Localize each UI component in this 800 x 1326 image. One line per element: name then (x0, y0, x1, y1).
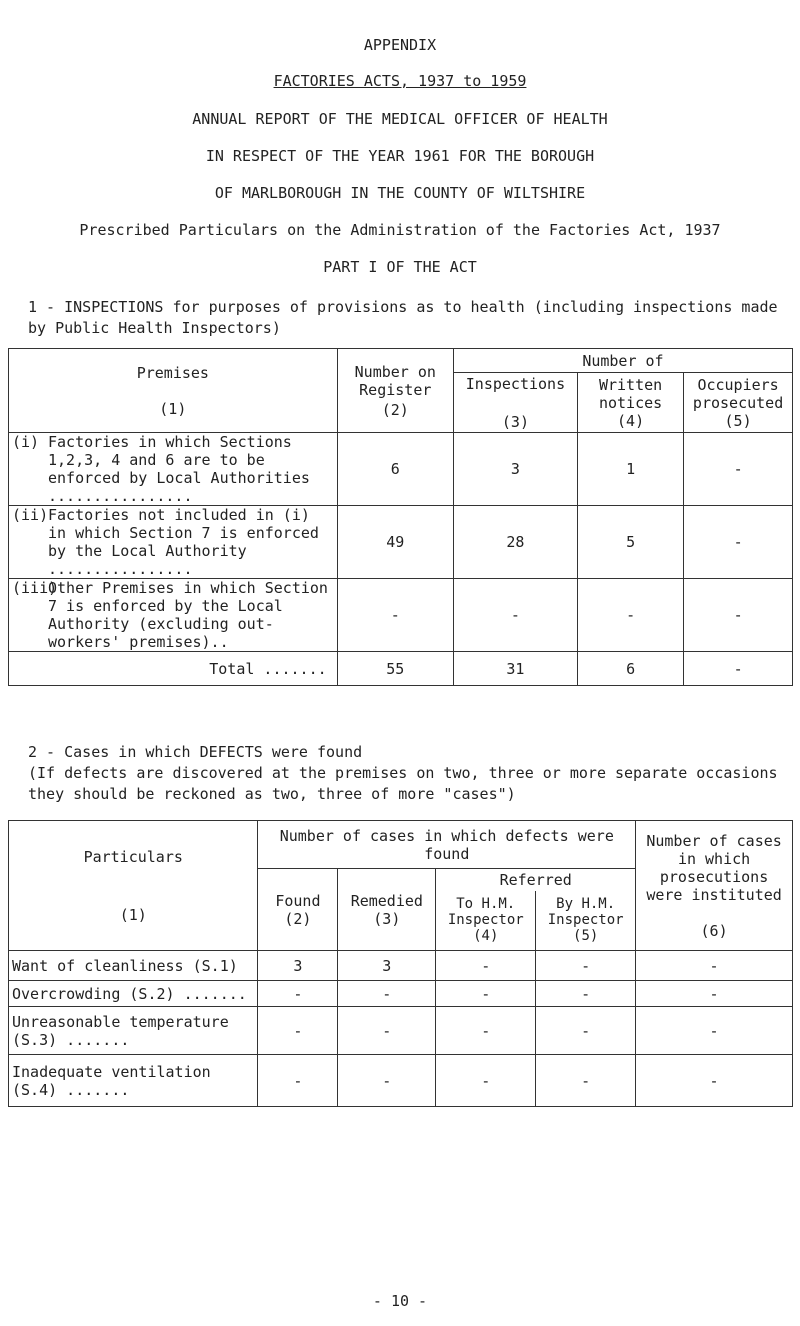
to-hmi-cell: - (436, 951, 536, 981)
remedied-cell: 3 (338, 951, 436, 981)
cases-found-header: Number of cases in which defects were found (258, 821, 636, 869)
prescribed-particulars: Prescribed Particulars on the Administration of the Factories Act, 1937 (79, 221, 721, 239)
notices-cell: 1 (577, 433, 683, 506)
table-row (9, 951, 793, 981)
to-hmi-cell: - (436, 1055, 536, 1107)
total-register: 55 (337, 652, 453, 686)
defects-table (8, 820, 793, 1107)
section2-heading: 2 - Cases in which DEFECTS were found (28, 743, 363, 761)
particulars-cell: Want of cleanliness (S.1) (9, 951, 258, 981)
found-cell: - (258, 981, 338, 1007)
table-row (9, 1007, 793, 1055)
prosecutions-header: Number of cases in which prosecutions were instituted (6) (636, 821, 793, 951)
found-cell: - (258, 1007, 338, 1055)
report-title-line1: ANNUAL REPORT OF THE MEDICAL OFFICER OF HEALTH (192, 110, 608, 128)
part-title: PART I OF THE ACT (323, 258, 477, 276)
premises-header: Premises (1) (9, 349, 338, 433)
particulars-cell: Inadequate ventilation (S.4) ....... (9, 1055, 258, 1107)
particulars-header: Particulars (1) (9, 821, 258, 951)
found-cell: 3 (258, 951, 338, 981)
register-cell: 6 (337, 433, 453, 506)
section1-heading: 1 - INSPECTIONS for purposes of provisions as to health (including inspections made by Public Health Inspectors) (28, 298, 778, 337)
appendix-title: APPENDIX (363, 36, 437, 54)
row-label: (ii)Factories not included in (i) in which Section 7 is enforced by the Local Authority ................ (9, 506, 338, 579)
particulars-cell: Unreasonable temperature (S.3) ....... (9, 1007, 258, 1055)
by-hmi-cell: - (536, 1055, 636, 1107)
prosecutions-cell: - (636, 1055, 793, 1107)
inspections-cell: 3 (453, 433, 577, 506)
inspections-cell: 28 (453, 506, 577, 579)
notices-cell: 5 (577, 506, 683, 579)
table-row (9, 506, 793, 579)
page-number: - 10 - (372, 1292, 428, 1310)
total-prosecuted: - (684, 652, 793, 686)
by-hmi-header: By H.M. Inspector (5) (536, 891, 636, 951)
prosecuted-cell: - (684, 506, 793, 579)
notices-cell: - (577, 579, 683, 652)
table-row (9, 981, 793, 1007)
prosecuted-header: Occupiers prosecuted (5) (684, 373, 793, 433)
prosecutions-cell: - (636, 951, 793, 981)
number-of-header: Number of (453, 349, 792, 373)
prosecutions-cell: - (636, 1007, 793, 1055)
notices-header: Written notices (4) (577, 373, 683, 433)
remedied-header: Remedied (3) (338, 869, 436, 951)
total-label: Total ....... (9, 652, 338, 686)
report-title-line2: IN RESPECT OF THE YEAR 1961 FOR THE BOROUGH (205, 147, 595, 165)
prosecuted-cell: - (684, 579, 793, 652)
to-hmi-cell: - (436, 1007, 536, 1055)
particulars-cell: Overcrowding (S.2) ....... (9, 981, 258, 1007)
by-hmi-cell: - (536, 981, 636, 1007)
remedied-cell: - (338, 1007, 436, 1055)
section2-note: (If defects are discovered at the premises on two, three or more separate occasions they should be reckoned as two, three of more "cases") (28, 764, 778, 803)
row-label: (iii)Other Premises in which Section 7 is enforced by the Local Authority (excluding out-workers' premises).. (9, 579, 338, 652)
inspections-table (8, 348, 793, 686)
total-inspections: 31 (453, 652, 577, 686)
register-cell: - (337, 579, 453, 652)
register-cell: 49 (337, 506, 453, 579)
referred-header: Referred (436, 869, 636, 891)
row-label: (i) Factories in which Sections 1,2,3, 4 and 6 are to be enforced by Local Authorities ................ (9, 433, 338, 506)
to-hmi-header: To H.M. Inspector (4) (436, 891, 536, 951)
inspections-cell: - (453, 579, 577, 652)
by-hmi-cell: - (536, 951, 636, 981)
table-row (9, 579, 793, 652)
total-row (9, 652, 793, 686)
register-header: Number on Register (2) (337, 349, 453, 433)
found-header: Found (2) (258, 869, 338, 951)
table-row (9, 433, 793, 506)
prosecuted-cell: - (684, 433, 793, 506)
inspections-header: Inspections (3) (453, 373, 577, 433)
remedied-cell: - (338, 981, 436, 1007)
found-cell: - (258, 1055, 338, 1107)
total-notices: 6 (577, 652, 683, 686)
remedied-cell: - (338, 1055, 436, 1107)
acts-title: FACTORIES ACTS, 1937 to 1959 (273, 72, 527, 90)
report-title-line3: OF MARLBOROUGH IN THE COUNTY OF WILTSHIRE (214, 184, 586, 202)
table-row (9, 1055, 793, 1107)
prosecutions-cell: - (636, 981, 793, 1007)
by-hmi-cell: - (536, 1007, 636, 1055)
to-hmi-cell: - (436, 981, 536, 1007)
